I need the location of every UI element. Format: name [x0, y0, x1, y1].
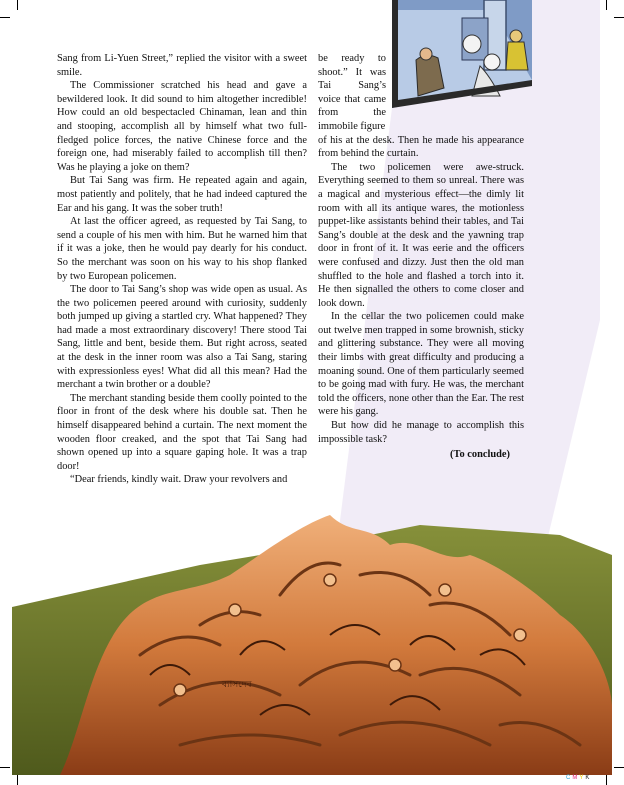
paragraph: But how did he manage to accomplish this impossible task? [318, 420, 524, 445]
cmyk-print-marks [566, 775, 591, 781]
paragraph: In the cellar the two policemen could make out twelve men trapped in some brownish, sticky and glittering substance. They were all moving their limbs with great difficulty and producing a moaning sound. One of them particularly seemed to be going mad with fury. He was, the merchant told the officers, none other than the Ear. The rest were his gang. [318, 311, 524, 418]
paragraph: “Dear friends, kindly wait. Draw your revolvers and [70, 474, 288, 486]
cmyk-y: Y [579, 775, 585, 781]
cmyk-k: K [585, 775, 591, 781]
paragraph: But Tai Sang was firm. He repeated again and again, most patiently and politely, that he had indeed captured the Ear and his gang. It was the sober truth! [57, 175, 307, 214]
paragraph: The door to Tai Sang’s shop was wide open as usual. As the two policemen peered around with curiosity, suddenly both jumped up giving a startled cry. What happened? They had made a most extraordinary discovery! There stood Tai Sang, little and bent, beside them. But right across, seated at the desk in the inner room was also a Tai Sang, staring with expressionless eyes! What did all this mean? Had the merchant a twin brother or a double? [57, 284, 307, 391]
cmyk-c: C [566, 775, 572, 781]
paragraph: of his at the desk. Then he made his appearance from behind the curtain. [318, 134, 524, 160]
story-right-column [318, 52, 524, 462]
artist-signature: ব্যাসদেব [222, 680, 252, 690]
to-conclude-label: (To conclude) [450, 449, 510, 461]
story-left-column [57, 52, 307, 487]
trapped-men-mound-illustration [0, 505, 624, 785]
paragraph: Sang from Li-Yuen Street,” replied the visitor with a sweet smile. [57, 53, 307, 78]
cmyk-m: M [572, 775, 579, 781]
paragraph: At last the officer agreed, as requested by Tai Sang, to send a couple of his men with him. But he warned him that if it was a joke, then he would pay dearly for his conduct. So the merchant was soon on his way to his shop flanked by two European policemen. [57, 216, 307, 282]
wrapped-text-beside-inset: be ready to shoot.” It was Tai Sang’s voice that came from the immobile figure [318, 53, 386, 132]
paragraph: The two policemen were awe-struck. Everything seemed to them so unreal. There was a magical and mysterious effect—the dimly lit room with all its antique wares, the motionless puppet-like assistants behind their tables, and Tai Sang’s double at the desk and the yawning trap door in front of it. It was eerie and the officers were confused and dizzy. Just then the old man shuffled to the hole and flashed a torch into it. He then signalled the others to come closer and look down. [318, 161, 524, 309]
paragraph: The Commissioner scratched his head and gave a bewildered look. It did sound to him altogether incredible! How could an old bespectacled Chinaman, lean and thin and stooping, accomplish all by himself what two full-fledged police forces, the native Chinese force and the foreign one, had miserably failed to accomplish till then? Was he playing a joke on them? [57, 80, 307, 173]
paragraph: The merchant standing beside them coolly pointed to the floor in front of the desk where his double sat. Then he himself disappeared behind a curtain. The next moment the wooden floor creaked, and the spot that Tai Sang had shown opened up into a square gaping hole. It was a trap door! [57, 392, 307, 472]
